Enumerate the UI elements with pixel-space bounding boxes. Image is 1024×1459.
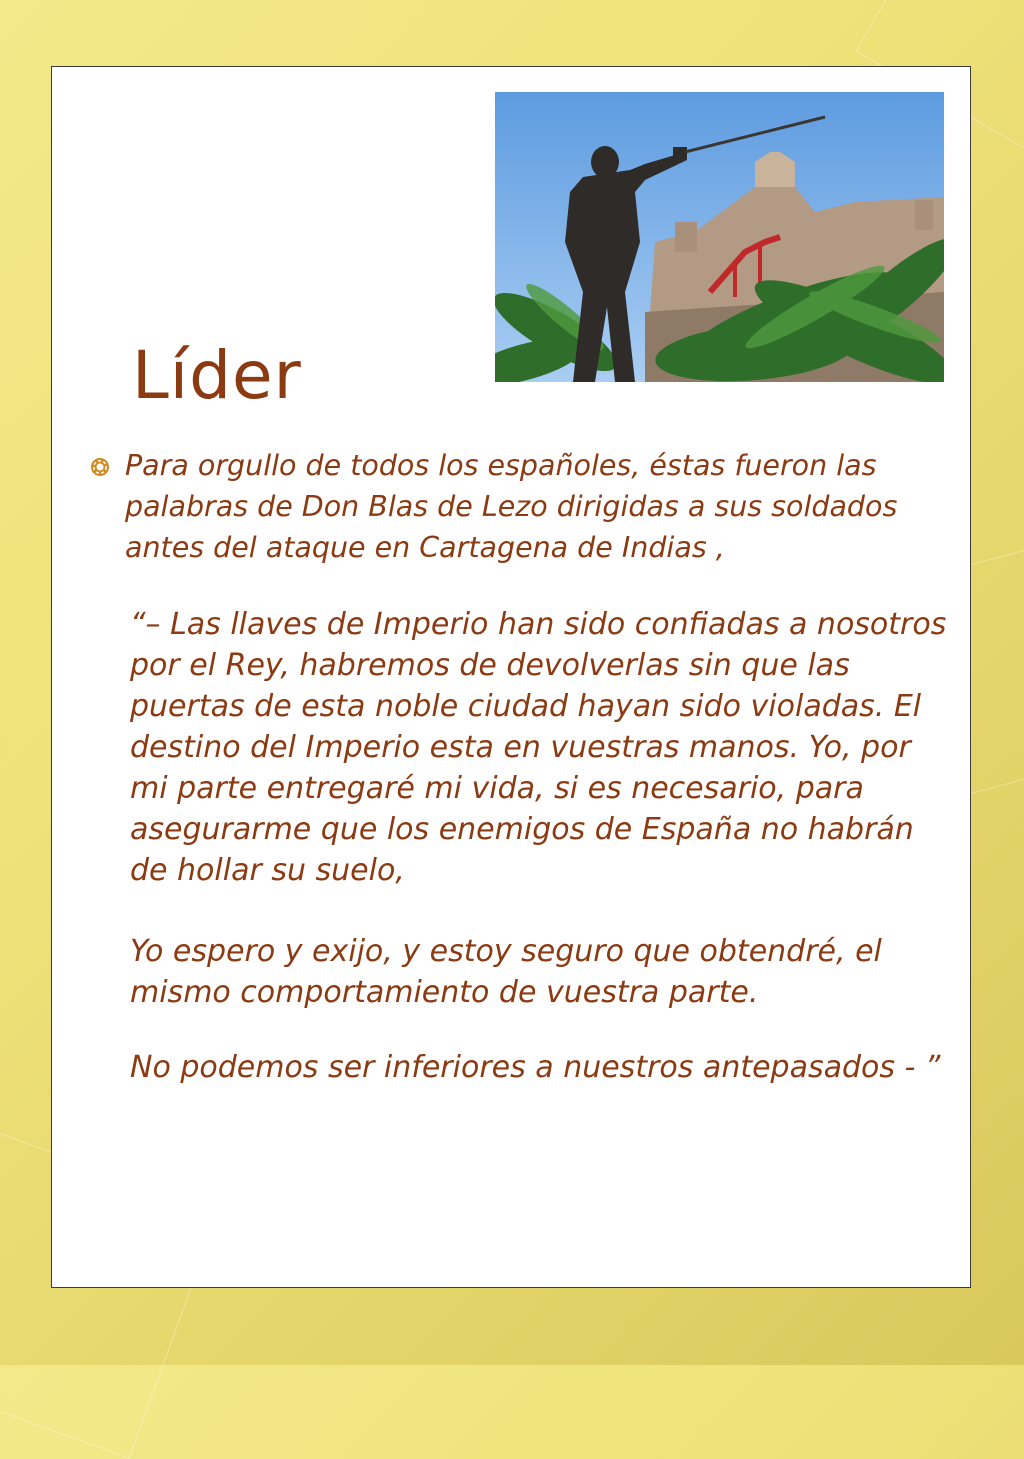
statue-photo	[495, 92, 944, 382]
intro-paragraph: Para orgullo de todos los españoles, éstas fueron las palabras de Don Blas de Lezo dirigidas a sus soldados antes del ataque en Cartagena de Indias ,	[125, 449, 898, 564]
quote-paragraph: Yo espero y exijo, y estoy seguro que obtendré, el mismo comportamiento de vuestra parte.	[130, 934, 882, 1010]
slide-title: Líder	[132, 337, 302, 414]
quote-paragraph: No podemos ser inferiores a nuestros antepasados - ”	[130, 1050, 941, 1085]
hollow-diamond-bullet-icon	[90, 457, 110, 477]
bullet-item	[52, 445, 972, 568]
slide-panel	[51, 66, 971, 1288]
slide-body	[52, 445, 972, 1088]
quote-paragraph: “– Las llaves de Imperio han sido confiadas a nosotros por el Rey, habremos de devolverlas sin que las puertas de esta noble ciudad hayan sido violadas. El destino del Imperio esta en vuestras manos. Yo, por mi parte entregaré mi vida, si es necesario, para asegurarme que los enemigos de España no habrán de hollar su suelo,	[130, 607, 947, 888]
